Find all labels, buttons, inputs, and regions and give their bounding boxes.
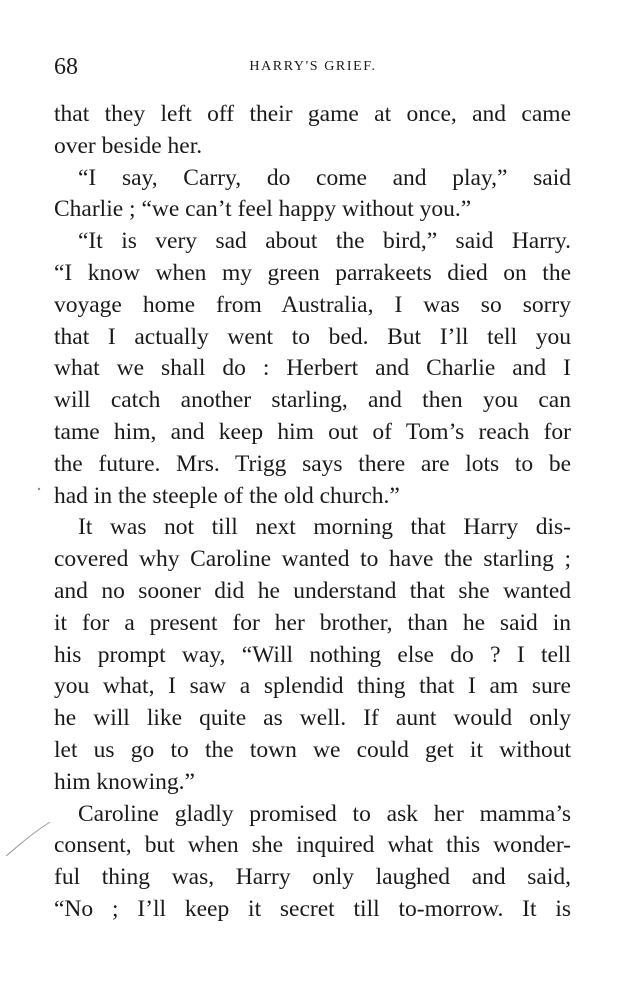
text-line: “I know when my green parrakeets died on the — [54, 259, 571, 286]
text-line: let us go to the town we could get it without — [54, 736, 571, 763]
text-line: he will like quite as well. If aunt would only — [54, 705, 571, 732]
text-line: the future. Mrs. Trigg says there are lots to be — [54, 450, 571, 477]
text-line: consent, but when she inquired what this wonder- — [54, 832, 571, 859]
text-line: “No ; I’ll keep it secret till to-morrow. It is — [54, 895, 571, 922]
text-line: covered why Caroline wanted to have the starling ; — [54, 546, 571, 573]
speck-mark — [36, 486, 42, 492]
text-line: you what, I saw a splendid thing that I am sure — [54, 673, 571, 700]
text-line: had in the steeple of the old church.” — [54, 482, 400, 509]
text-line: that I actually went to bed. But I’ll tell you — [54, 323, 571, 350]
text-line: what we shall do : Herbert and Charlie and I — [54, 355, 571, 382]
text-line: Caroline gladly promised to ask her mamma’s — [78, 800, 571, 827]
running-title: HARRY'S GRIEF. — [249, 59, 377, 74]
text-line: will catch another starling, and then you can — [54, 387, 571, 414]
text-line: his prompt way, “Will nothing else do ? I tell — [54, 641, 571, 668]
text-line: voyage home from Australia, I was so sorry — [54, 291, 571, 318]
body-text — [54, 99, 571, 926]
text-line: over beside her. — [54, 132, 203, 159]
text-line: it for a present for her brother, than he said in — [54, 609, 571, 636]
text-line: Charlie ; “we can’t feel happy without you.” — [54, 196, 472, 223]
text-line: “I say, Carry, do come and play,” said — [78, 164, 571, 191]
text-line: and no sooner did he understand that she wanted — [54, 577, 571, 604]
text-line: “It is very sad about the bird,” said Harry. — [78, 228, 571, 255]
text-line: tame him, and keep him out of Tom’s reach for — [54, 418, 571, 445]
text-line: that they left off their game at once, and came — [54, 101, 571, 127]
running-head — [54, 52, 572, 82]
text-line: It was not till next morning that Harry dis- — [78, 514, 571, 541]
text-line: him knowing.” — [54, 768, 195, 795]
text-line: ful thing was, Harry only laughed and said, — [54, 864, 571, 891]
pencil-stroke-mark — [4, 818, 56, 860]
page-number: 68 — [54, 54, 78, 80]
